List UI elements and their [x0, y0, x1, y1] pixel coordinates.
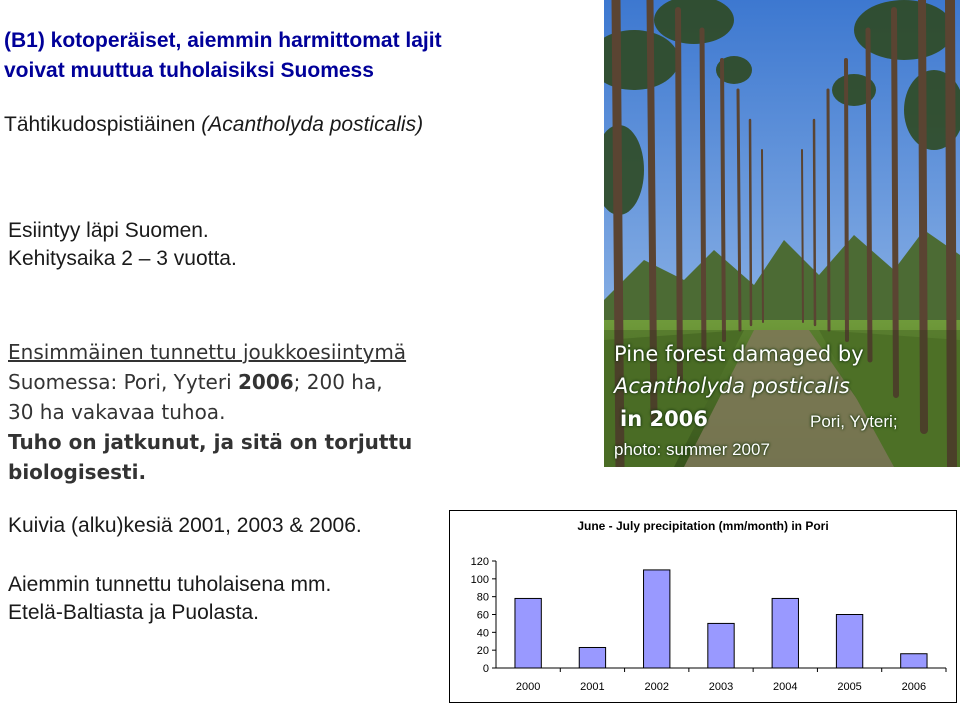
photo-caption-year: in 2006 — [620, 407, 708, 431]
outbreak-location: Suomessa: Pori, Yyteri — [8, 370, 238, 394]
outbreak-year: 2006 — [238, 370, 294, 394]
x-tick-label-2004: 2004 — [773, 681, 798, 693]
outbreak-line-1: Ensimmäinen tunnettu joukkoesiintymä — [8, 340, 407, 364]
bar-2005 — [836, 615, 862, 669]
outbreak-line-5: biologisesti. — [8, 460, 147, 484]
y-tick-label: 80 — [476, 591, 489, 604]
x-tick-label-2002: 2002 — [644, 681, 669, 693]
species-common-name: Tähtikudospistiäinen — [4, 113, 202, 136]
x-tick-label-2006: 2006 — [901, 681, 927, 693]
previous-line-1: Aiemmin tunnettu tuholaisena mm. — [8, 573, 332, 596]
precipitation-chart-svg — [450, 511, 956, 702]
chart-labels — [516, 681, 926, 693]
x-tick-label-2005: 2005 — [837, 681, 862, 693]
chart-bars — [515, 570, 927, 668]
outbreak-line-4: Tuho on jatkunut, ja sitä on torjuttu — [8, 430, 413, 454]
forest-photo — [604, 0, 960, 467]
y-tick-label: 20 — [476, 645, 489, 658]
bar-2001 — [579, 647, 605, 668]
photo-caption-line-2: Acantholyda posticalis — [614, 374, 850, 398]
x-tick-label-2000: 2000 — [515, 681, 541, 693]
previous-pest-text — [8, 571, 331, 627]
slide-title-line-1: (B1) kotoperäiset, aiemmin harmittomat lajit — [4, 29, 442, 52]
y-tick-label: 60 — [476, 609, 489, 622]
slide-title-line-2: voivat muuttua tuholaisiksi Suomess — [4, 59, 374, 82]
bar-2003 — [708, 623, 734, 668]
outbreak-line-3: 30 ha vakavaa tuhoa. — [8, 400, 226, 424]
y-tick-label: 0 — [482, 663, 489, 675]
species-name — [4, 113, 423, 137]
bar-2006 — [901, 654, 927, 668]
chart-title: June - July precipitation (mm/month) in Pori — [577, 519, 829, 533]
photo-caption-location: Pori, Yyteri; — [810, 412, 898, 431]
y-tick-label: 40 — [476, 627, 489, 640]
outbreak-line-2 — [8, 367, 412, 397]
dry-summers-text: Kuivia (alku)kesiä 2001, 2003 & 2006. — [8, 514, 362, 537]
outbreak-area: ; 200 ha, — [293, 370, 383, 394]
previous-line-2: Etelä-Baltiasta ja Puolasta. — [8, 601, 259, 624]
occurrence-line-1: Esiintyy läpi Suomen. — [8, 219, 209, 242]
occurrence-line-2: Kehitysaika 2 – 3 vuotta. — [8, 247, 237, 270]
outbreak-text — [8, 337, 412, 487]
photo-caption-line-1: Pine forest damaged by — [614, 342, 864, 366]
bar-2004 — [772, 598, 798, 668]
bar-2002 — [644, 570, 670, 668]
occurrence-text — [8, 217, 237, 273]
precipitation-chart — [449, 510, 957, 703]
x-tick-label-2001: 2001 — [580, 681, 605, 693]
y-tick-label: 100 — [470, 573, 489, 586]
slide-title — [4, 26, 604, 86]
bar-2000 — [515, 598, 541, 668]
x-tick-label-2003: 2003 — [708, 681, 734, 693]
species-latin-name: (Acantholyda posticalis) — [201, 113, 424, 136]
photo-credit: photo: summer 2007 — [614, 440, 770, 459]
y-tick-label: 120 — [470, 556, 489, 568]
